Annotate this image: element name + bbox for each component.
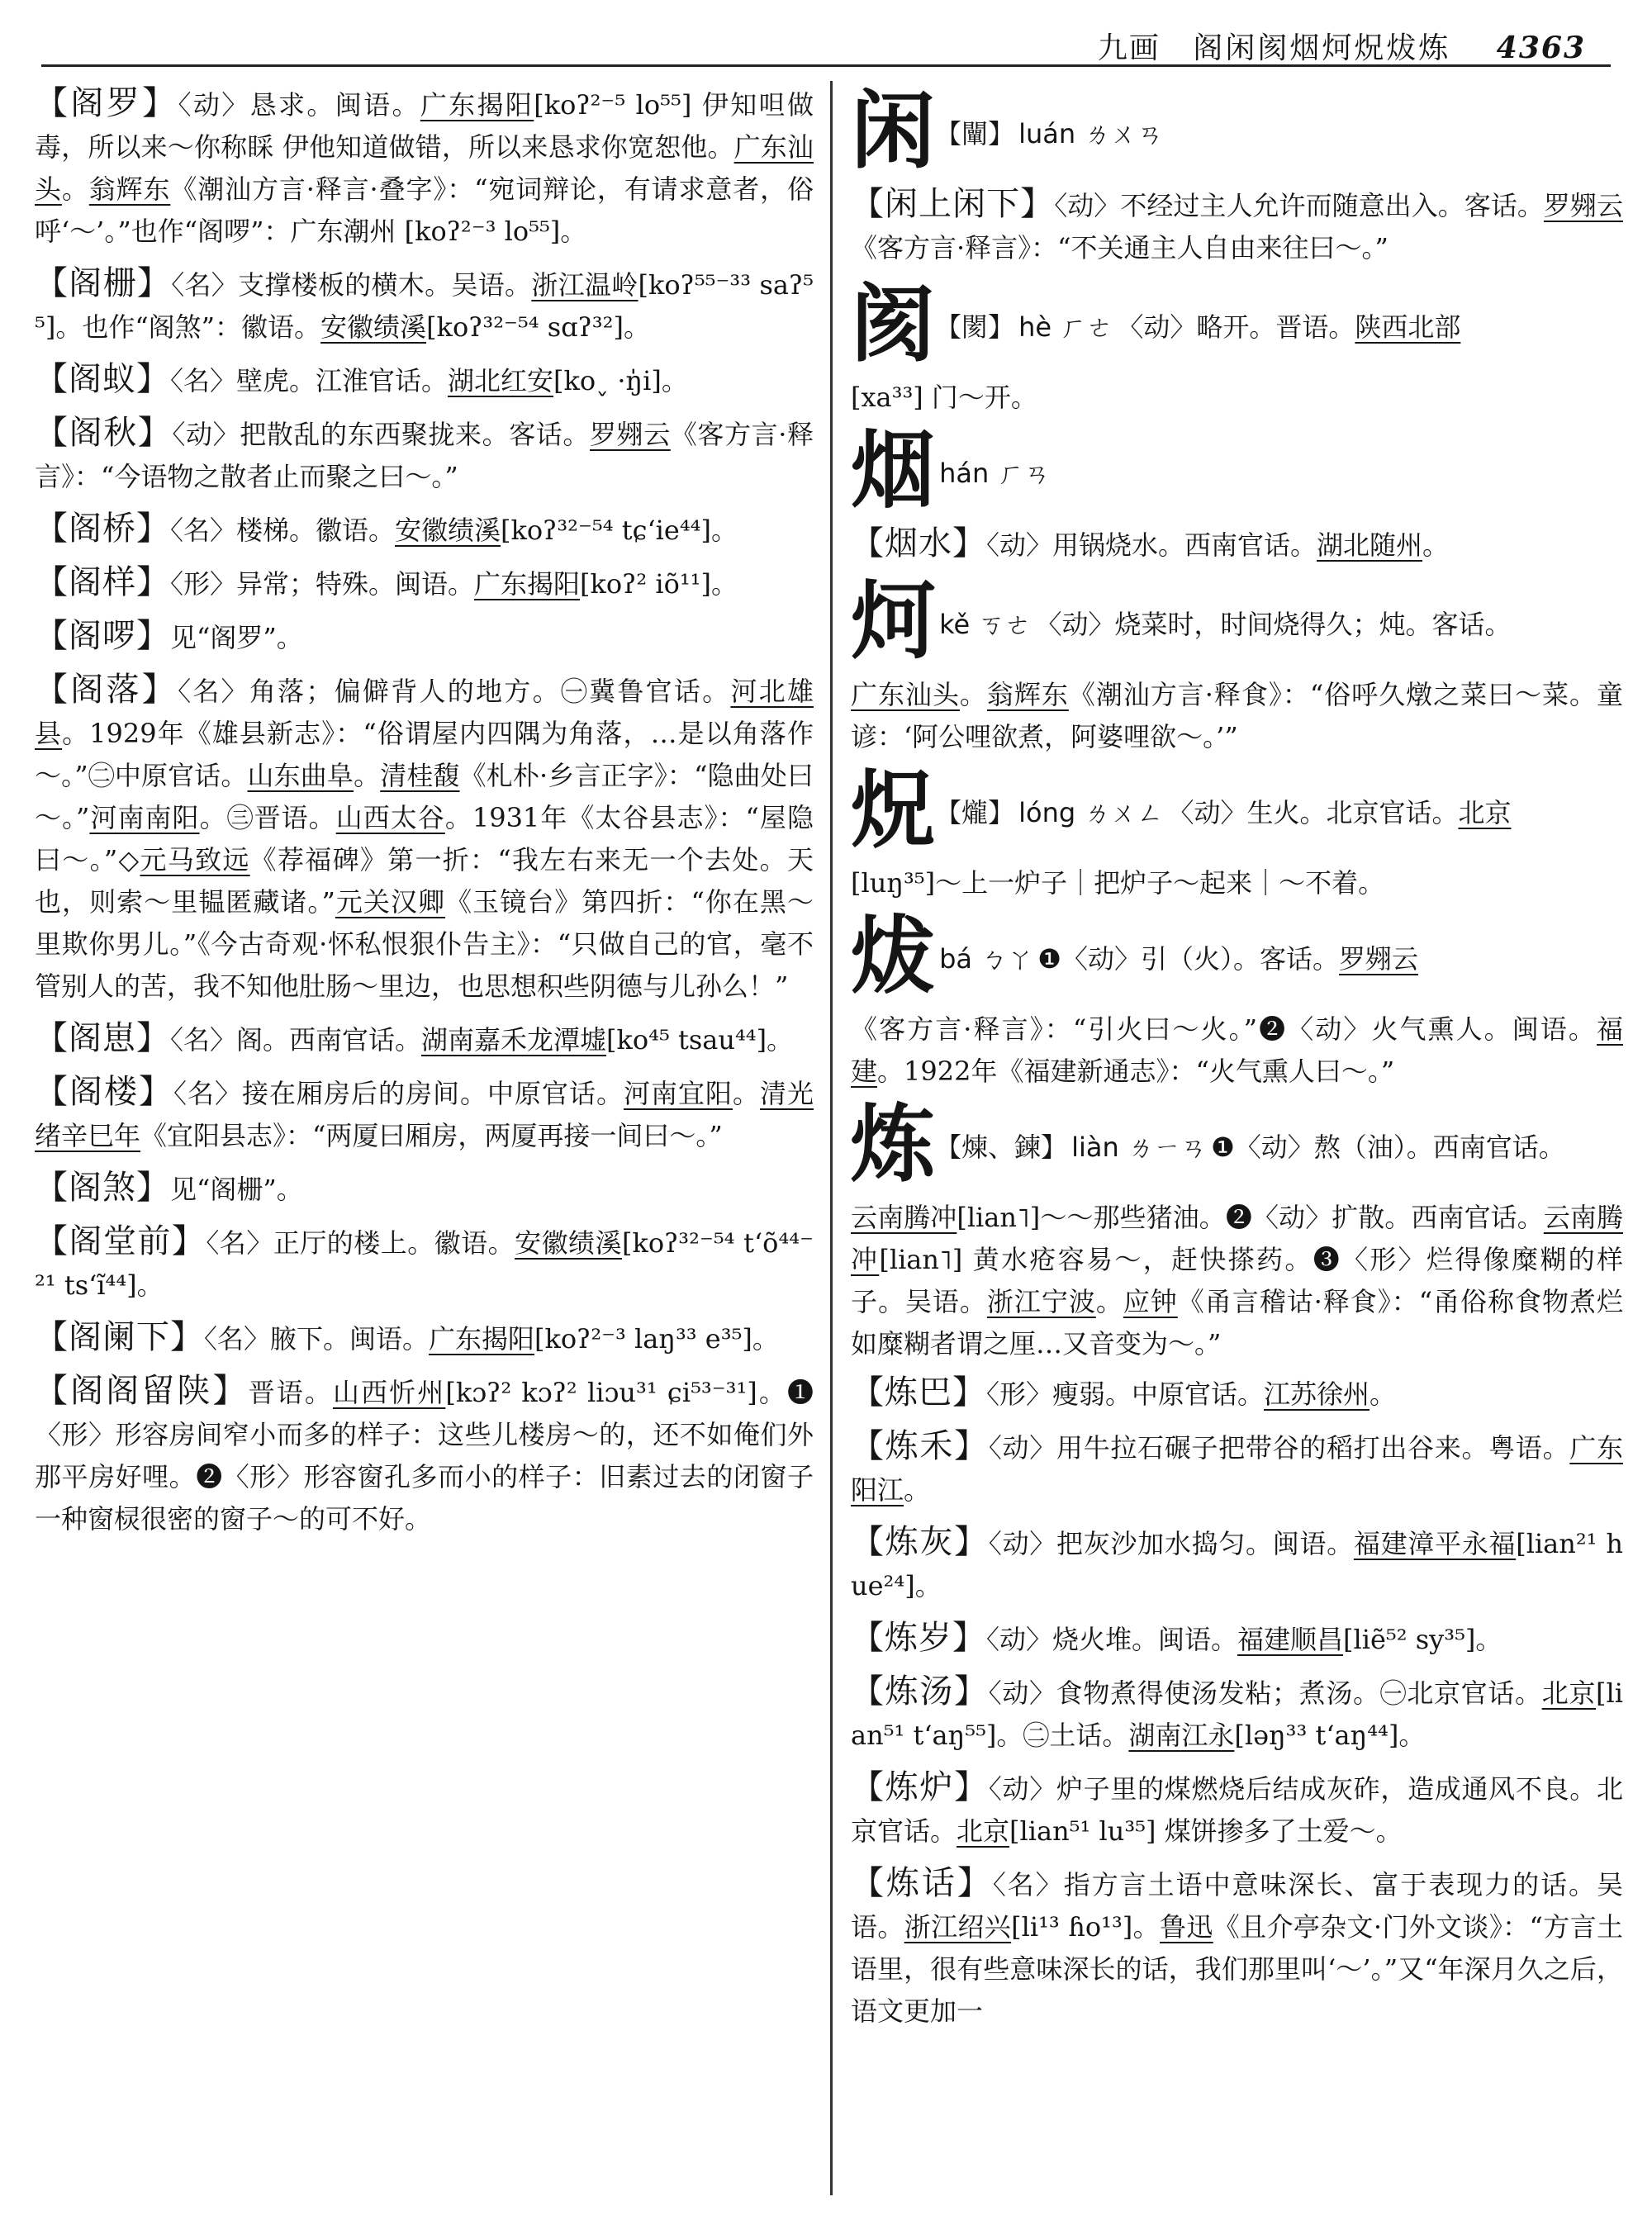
place-name: 浙江温岭 — [531, 269, 638, 301]
definition: 〈动〉不经过主人允许而随意出入。客话。 — [1054, 190, 1544, 221]
head-character: 烟 — [851, 422, 935, 520]
definition: 〈动〉略开。晋语。 — [1117, 311, 1355, 343]
definition: [ləŋ³³ tʻaŋ⁴⁴]。 — [1234, 1720, 1426, 1751]
definition: 《玉镜台》第四折：“你在黑～里欺你男儿。”《今古奇观·怀私恨狠仆告主》：“只做自己的官，毫不管别人的苦，我不知他肚肠～里边，也思想积些阴德与儿孙么！” — [35, 886, 814, 1002]
character-heading — [851, 83, 1623, 181]
page-header — [41, 18, 1611, 67]
dictionary-entry — [35, 1317, 814, 1360]
definition: 见“阁罗”。 — [170, 622, 303, 653]
place-name: 湖南嘉禾龙潭墟 — [421, 1024, 607, 1056]
dictionary-entry — [35, 263, 814, 349]
head-character: 炦 — [851, 908, 935, 1006]
definition: 。 — [354, 760, 381, 791]
definition: [luŋ³⁵]～上一炉子｜把炉子～起来｜～不着。 — [851, 867, 1385, 899]
headword: 【炼汤】 — [851, 1672, 989, 1710]
headword: 【炼禾】 — [851, 1427, 989, 1465]
headword: 【阁崽】 — [35, 1019, 170, 1057]
headword: 【阁啰】 — [35, 617, 170, 655]
traditional-form: 【閡】 — [935, 311, 1015, 343]
definition: 〈动〉把散乱的东西聚拢来。客话。 — [172, 419, 590, 450]
place-name: 浙江绍兴 — [904, 1911, 1012, 1943]
dictionary-entry — [35, 412, 814, 498]
definition: 。 — [959, 679, 987, 710]
definition: 《宜阳县志》：“两厦曰厢房，两厦再接一间曰～。” — [140, 1120, 723, 1151]
headword: 【阁阁留陕】 — [35, 1372, 249, 1410]
author-name: 翁辉东 — [986, 679, 1069, 710]
definition: 。 — [1370, 1378, 1397, 1410]
definition: 。㊂晋语。 — [199, 802, 336, 833]
place-name: 福建漳平永福 — [1353, 1528, 1517, 1559]
definition: [koʔ²⁻⁵ lo⁵⁵] 伊知呾做毒，所以来～你称睬 伊他知道做错，所以来恳求你宽恕他。 — [35, 89, 814, 163]
dictionary-entry — [35, 83, 814, 253]
place-name: 湖南江永 — [1128, 1720, 1235, 1751]
place-name: 广东阳江 — [851, 1432, 1623, 1506]
definition: 。 — [1095, 1286, 1123, 1317]
author-name: 元关汉卿 — [335, 886, 446, 918]
definition: 。 — [61, 173, 89, 205]
definition-continued — [851, 1197, 1623, 1365]
pinyin: bá ㄅㄚ — [939, 943, 1034, 975]
dictionary-entry — [35, 562, 814, 605]
definition: ❶〈动〉引（火）。客话。 — [1037, 943, 1339, 975]
headword: 【烟水】 — [851, 524, 986, 562]
dictionary-entry — [35, 1018, 814, 1061]
author-name: 翁辉东 — [88, 173, 171, 205]
dictionary-entry — [851, 1521, 1623, 1607]
place-name: 河南南阳 — [89, 802, 200, 833]
definition: [li¹³ ɦo¹³]。 — [1011, 1911, 1161, 1943]
place-name: 北京 — [1541, 1677, 1597, 1709]
definition: [ko⁴⁵ tsau⁴⁴]。 — [606, 1024, 794, 1056]
head-character: 阂 — [851, 276, 935, 374]
definition: [ko˯ ·ŋ̍i]。 — [553, 365, 688, 396]
headword: 【阁样】 — [35, 563, 170, 601]
definition: [koʔ²⁻³ laŋ³³ e³⁵]。 — [534, 1323, 779, 1355]
definition: ❶〈动〉熬（油）。西南官话。 — [1211, 1132, 1565, 1163]
head-character: 炼 — [851, 1096, 935, 1194]
headword: 【炼炉】 — [851, 1768, 989, 1806]
place-name: 广东揭阳 — [474, 568, 581, 600]
author-name: 清桂馥 — [380, 760, 460, 791]
definition: 〈名〉腋下。闽语。 — [204, 1323, 430, 1355]
definition: 《荐福碑》第一折：“我左右来无一个去处。天也，则索～里韫匿藏诸。” — [35, 844, 814, 918]
definition: [koʔ³²⁻⁵⁴ sɑʔ³²]。 — [426, 311, 650, 343]
head-character: 炾 — [851, 762, 935, 860]
place-name: 北京 — [957, 1815, 1010, 1847]
definition: [lian²¹ hue²⁴]。 — [851, 1528, 1623, 1601]
definition: 〈动〉炉子里的煤燃烧后结成灰砟，造成通风不良。北京官话。 — [851, 1773, 1623, 1847]
place-name: 云南腾冲 — [851, 1202, 1623, 1275]
definition: 。1922年《福建新通志》：“火气熏人曰～。” — [877, 1056, 1395, 1087]
section-label: 九画 — [1097, 31, 1161, 65]
headword: 【炼岁】 — [851, 1619, 986, 1657]
definition: [koʔ³²⁻⁵⁴ tɕʻie⁴⁴]。 — [501, 515, 738, 546]
definition: 见“阁栅”。 — [170, 1174, 303, 1205]
headword: 【阁秋】 — [35, 414, 173, 452]
definition: [lian˥] 黄水疮容易～，赶快搽药。❸〈形〉烂得像糜糊的样子。吴语。 — [851, 1244, 1623, 1317]
dictionary-entry — [851, 1671, 1623, 1757]
place-name: 安徽绩溪 — [515, 1227, 622, 1259]
definition-continued — [851, 1008, 1623, 1093]
header-characters: 阁闲阂烟炣炾炦炼 — [1193, 31, 1451, 65]
definition-continued — [851, 862, 1623, 904]
author-name: 鲁迅 — [1160, 1911, 1213, 1943]
definition: 〈动〉恳求。闽语。 — [178, 89, 420, 121]
traditional-form: 【煉、鍊】 — [935, 1132, 1068, 1163]
dictionary-entry — [851, 1372, 1623, 1416]
definition-continued — [851, 377, 1623, 419]
pinyin: lóng ㄌㄨㄥ — [1018, 797, 1164, 828]
place-name: 河南宜阳 — [623, 1078, 733, 1109]
definition: 〈动〉食物煮得使汤发粘；煮汤。㊀北京官话。 — [988, 1677, 1542, 1709]
dictionary-entry — [35, 358, 814, 402]
headword: 【阁煞】 — [35, 1169, 170, 1207]
definition: [liẽ⁵² sy³⁵]。 — [1343, 1624, 1502, 1655]
character-heading — [851, 762, 1623, 860]
definition: 。 — [732, 1078, 760, 1109]
running-head — [1098, 25, 1586, 67]
definition: 《客方言·释言》：“今语物之散者止而聚之曰～。” — [35, 419, 814, 492]
headword: 【阁楼】 — [35, 1073, 173, 1111]
definition: 〈形〉异常；特殊。闽语。 — [170, 568, 475, 600]
place-name: 云南腾冲 — [851, 1202, 957, 1233]
right-column — [851, 83, 1623, 2043]
character-heading — [851, 908, 1623, 1006]
headword: 【炼话】 — [851, 1864, 993, 1902]
place-name: 山西忻州 — [332, 1377, 446, 1408]
place-name: 安徽绩溪 — [320, 311, 427, 343]
page-number: 4363 — [1496, 31, 1586, 65]
dictionary-entry — [851, 1862, 1623, 2033]
place-name: 广东汕头 — [35, 131, 814, 205]
definition: [lian˥]～～那些猪油。❷〈动〉扩散。西南官话。 — [957, 1202, 1544, 1233]
traditional-form: 【爖】 — [935, 797, 1015, 828]
definition: 《客方言·释言》：“引火曰～火。”❷〈动〉火气熏人。闽语。 — [851, 1013, 1597, 1045]
character-heading — [851, 573, 1623, 671]
place-name: 河北雄县 — [35, 676, 814, 749]
pinyin: luán ㄌㄨㄢ — [1018, 118, 1164, 149]
definition: 〈名〉支撑楼板的横木。吴语。 — [171, 269, 532, 301]
definition-continued — [851, 674, 1623, 758]
dictionary-entry — [851, 1767, 1623, 1853]
dictionary-entry — [35, 615, 814, 659]
definition: 。 — [1422, 529, 1450, 561]
place-name: 浙江宁波 — [986, 1286, 1096, 1317]
pinyin: liàn ㄌㄧㄢ — [1071, 1132, 1207, 1163]
headword: 【阁罗】 — [35, 84, 178, 122]
traditional-form: 【闡】 — [935, 118, 1015, 149]
place-name: 福建顺昌 — [1237, 1624, 1344, 1655]
definition: 《潮汕方言·释食》：“俗呼久燉之菜曰～菜。童谚：‘阿公哩欲煮，阿婆哩欲～。’” — [851, 679, 1623, 752]
character-heading — [851, 276, 1623, 374]
definition: 〈名〉正厅的楼上。徽语。 — [206, 1227, 515, 1259]
column-divider — [830, 81, 833, 2195]
place-name: 广东汕头 — [851, 679, 960, 710]
definition: 《且介亭杂文·门外文谈》：“方言土语里，很有些意味深长的话，我们那里叫‘～’。”又“年深月久之后，语文更加一 — [851, 1911, 1623, 2027]
definition: [kɔʔ² kɔʔ² liɔu³¹ ɕi⁵³⁻³¹]。❶〈形〉形容房间窄小而多的样子：这些儿楼房～的，还不如俺们外那平房好哩。❷〈形〉形容窗孔多而小的样子：旧素过去的闭窗子一种窗棂很密的窗子～的可不好。 — [35, 1377, 814, 1535]
headword: 【炼灰】 — [851, 1523, 989, 1561]
pinyin: kě ㄎㄜ — [939, 609, 1032, 640]
author-name: 罗翙云 — [590, 419, 671, 450]
headword: 【阁落】 — [35, 671, 178, 709]
headword: 【阁栅】 — [35, 264, 172, 302]
dictionary-entry — [851, 1617, 1623, 1661]
dictionary-entry — [35, 1221, 814, 1307]
definition: 《潮汕方言·释言·叠字》：“宛词辩论，有请求意者，俗呼‘～’。”也作“阁啰”：广东潮州 [koʔ²⁻³ lo⁵⁵]。 — [35, 173, 814, 247]
definition: 。 — [904, 1474, 931, 1506]
place-name: 广东揭阳 — [420, 89, 534, 121]
definition: 。1929年《雄县新志》：“俗谓屋内四隅为角落，…是以角落作～。”㊁中原官话。 — [35, 718, 814, 791]
place-name: 湖北随州 — [1317, 529, 1423, 561]
definition: 〈名〉指方言土语中意味深长、富于表现力的话。吴语。 — [851, 1869, 1623, 1943]
definition: 〈动〉生火。北京官话。 — [1167, 797, 1459, 828]
dictionary-entry — [35, 1167, 814, 1211]
definition: 《札朴·乡言正字》：“隐曲处曰～。” — [35, 760, 814, 833]
pinyin: hán ㄏㄢ — [939, 458, 1051, 489]
character-heading — [851, 422, 1623, 520]
character-heading — [851, 1096, 1623, 1194]
place-name: 广东揭阳 — [429, 1323, 535, 1355]
definition: [lian⁵¹ lu³⁵] 煤饼掺多了土爱～。 — [1009, 1815, 1403, 1847]
dictionary-entry — [851, 523, 1623, 567]
definition: [xa³³] 门～开。 — [851, 382, 1037, 413]
dictionary-entry — [851, 1426, 1623, 1511]
headword: 【阁堂前】 — [35, 1222, 206, 1260]
dictionary-entry — [851, 183, 1623, 269]
author-name: 应钟 — [1123, 1286, 1178, 1317]
place-name: 陕西北部 — [1355, 311, 1461, 343]
definition: 〈名〉接在厢房后的房间。中原官话。 — [173, 1078, 624, 1109]
definition: 〈名〉阁。西南官话。 — [170, 1024, 422, 1056]
definition: 〈动〉用牛拉石碾子把带谷的稻打出谷来。粤语。 — [988, 1432, 1570, 1464]
place-name: 北京 — [1458, 797, 1512, 828]
definition: [koʔ² iõ¹¹]。 — [580, 568, 738, 600]
place-name: 山东曲阜 — [247, 760, 354, 791]
place-name: 湖北红安 — [448, 365, 554, 396]
dictionary-entry — [35, 508, 814, 552]
definition: 。1931年《太谷县志》：“屋隐曰～。”◇ — [35, 802, 814, 875]
definition: 〈动〉把灰沙加水捣匀。闽语。 — [988, 1528, 1354, 1559]
head-character: 闲 — [851, 83, 935, 181]
place-name: 江苏徐州 — [1264, 1378, 1370, 1410]
definition: 〈名〉楼梯。徽语。 — [170, 515, 396, 546]
definition: 〈动〉用锅烧水。西南官话。 — [986, 529, 1317, 561]
definition: 〈形〉瘦弱。中原官话。 — [986, 1378, 1265, 1410]
author-name: 罗翙云 — [1339, 943, 1419, 975]
left-column — [35, 83, 814, 1550]
definition: 《甬言稽诂·释食》：“甬俗称食物煮烂如糜糊者谓之厘…又音变为～。” — [851, 1286, 1623, 1359]
definition: 《客方言·释言》：“不关通主人自由来往曰～。” — [851, 232, 1389, 263]
dictionary-entry — [35, 1370, 814, 1540]
dictionary-entry — [35, 669, 814, 1008]
author-name: 元马致远 — [140, 844, 250, 875]
place-name: 山西太谷 — [335, 802, 445, 833]
author-name: 罗翙云 — [1543, 190, 1623, 221]
head-character: 炣 — [851, 573, 935, 671]
headword: 【阁桥】 — [35, 510, 170, 548]
definition: 〈动〉烧菜时，时间烧得久；炖。客话。 — [1035, 609, 1512, 640]
definition: [lian⁵¹ tʻaŋ⁵⁵]。㊁土话。 — [851, 1677, 1623, 1751]
headword: 【阁蚁】 — [35, 360, 170, 398]
definition: 晋语。 — [248, 1377, 333, 1408]
dictionary-entry — [35, 1071, 814, 1157]
headword: 【闲上闲下】 — [851, 185, 1055, 223]
headword: 【炼巴】 — [851, 1374, 986, 1412]
definition: 〈动〉烧火堆。闽语。 — [986, 1624, 1238, 1655]
pinyin: hè ㄏㄜ — [1018, 311, 1113, 343]
definition: [koʔ⁵⁵⁻³³ saʔ⁵⁵]。也作“阁煞”：徽语。 — [35, 269, 814, 343]
definition: 〈名〉角落；偏僻背人的地方。㊀冀鲁官话。 — [178, 676, 731, 707]
definition: 〈名〉壁虎。江淮官话。 — [170, 365, 449, 396]
definition: [koʔ³²⁻⁵⁴ tʻõ⁴⁴⁻²¹ tsʻĩ⁴⁴]。 — [35, 1227, 814, 1301]
place-name: 安徽绩溪 — [395, 515, 501, 546]
era-name: 清光绪辛巳年 — [35, 1078, 814, 1151]
place-name: 福建 — [851, 1013, 1623, 1087]
headword: 【阁阑下】 — [35, 1318, 204, 1356]
